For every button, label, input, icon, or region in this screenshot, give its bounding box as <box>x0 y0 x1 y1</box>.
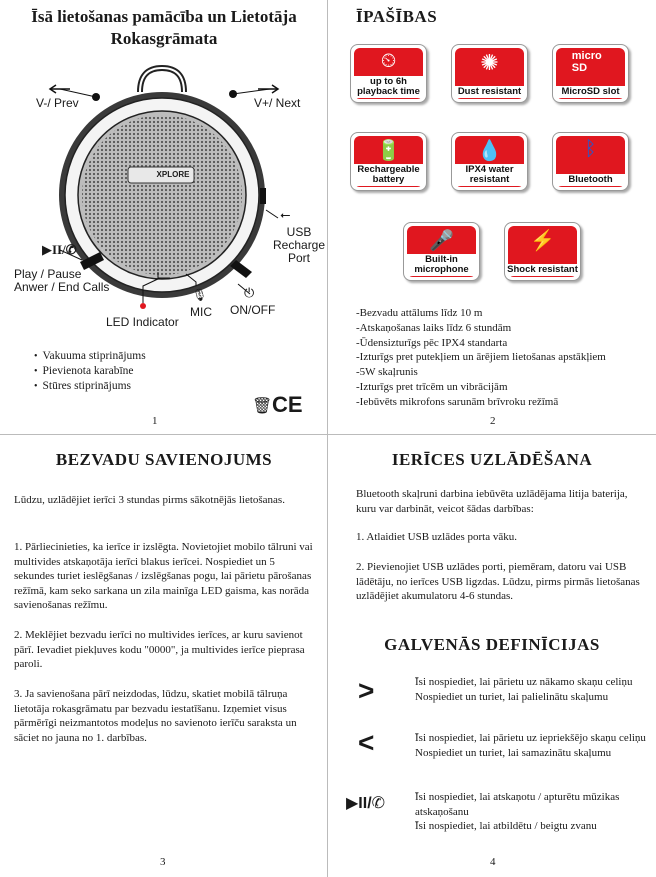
section-heading: IERĪCES UZLĀDĒŠANA <box>391 450 593 469</box>
paragraph: Lūdzu, uzlādējiet ierīci 3 stundas pirms sākotnējās lietošanas. <box>14 494 285 506</box>
water-drops-icon: 💧 <box>477 140 502 162</box>
paragraph: 2. Meklējiet bezvadu ierīci no multivides ierīces, ar kuru savienot pārī. Ievadiet piekļuves kodu "0000", ja multivides ierīce pieprasa paroli. <box>14 629 305 671</box>
bluetooth-icon: ᛒ <box>584 138 597 160</box>
definition-prev: Īsi nospiediet, lai pārietu uz iepriekšējo skaņu celiņu Nospiediet un turiet, lai samazinātu skaļumu <box>415 732 646 759</box>
brand-logo: XPLORE <box>156 170 190 179</box>
list-item: -Ūdensizturīgs pēc IPX4 standarta <box>356 336 508 349</box>
paragraph: 2. Pievienojiet USB uzlādes porti, piemēram, datoru vai USB lādētāju, no ierīces USB ligzdas. Lūdzu, pirms pirmās lietošanas uzlādējiet akumulatoru 4-6 stundas. <box>356 561 640 603</box>
page-number: 3 <box>160 856 166 868</box>
list-item: • Pievienota karabīne <box>34 364 146 379</box>
ce-mark: CE <box>272 392 303 417</box>
section-heading: GALVENĀS DEFINĪCIJAS <box>384 635 600 654</box>
clock-icon: ⏲ <box>380 50 397 72</box>
microsd-icon: micro SD <box>571 50 602 74</box>
paragraph: 1. Pārliecinieties, ka ierīce ir izslēgta. Novietojiet mobilo tālruni vai multivides atskaņotāja ierīci blakus ierīcei. Nospiediet un 5 sekundes turiet ieslēgšanas / izslēgšanas pogu, lai pārietu pārošanas režīmā, kam seko sarkana un zila mainīga LED gaisma, kas norāda savienošanas režīmu. <box>14 541 313 612</box>
label-onoff: ON/OFF <box>230 303 276 317</box>
battery-icon: 🔋 <box>376 140 401 162</box>
page-number: 2 <box>490 415 496 427</box>
label-mic: MIC <box>190 305 212 319</box>
list-item: • Stūres stiprinājums <box>34 379 146 394</box>
definition-play: Īsi nospiediet, lai atskaņotu / apturētu mūzikas atskaņošanu Īsi nospiediet, lai atbildētu / beigtu zvanu <box>415 791 620 833</box>
label-prev: V-/ Prev <box>36 96 79 110</box>
power-icon: ⏻ <box>244 285 255 300</box>
feature-microphone: 🎤 Built-in microphone <box>403 222 480 281</box>
play-pause-call-icon: ▶II/✆ <box>346 795 386 812</box>
list-item: -Bezvadu attālums līdz 10 m <box>356 307 483 319</box>
paragraph: 3. Ja savienošana pārī neizdodas, lūdzu, skatiet mobilā tālruņa lietotāja rokasgrāmatu par bezvadu iestatīšanu. Izņemiet visus pārmērīgi neizmantotos modeļus no savienoto ierīču saraksta un sāciet no jauna no 1. darbības. <box>14 688 297 744</box>
play-pause-call-icon: ▶II/✆ <box>42 242 77 257</box>
section-heading: BEZVADU SAVIENOJUMS <box>55 450 273 469</box>
page-number: 4 <box>490 856 496 868</box>
feature-water: 💧 IPX4 water resistant <box>451 132 528 191</box>
feature-shock: ⚡ Shock resistant <box>504 222 581 281</box>
list-item: • Vakuuma stiprinājums <box>34 349 146 364</box>
label-led: LED Indicator <box>106 315 179 329</box>
feature-microsd: micro SD MicroSD slot <box>552 44 629 103</box>
list-item: -Atskaņošanas laiks līdz 6 stundām <box>356 321 512 334</box>
feature-dust: ✺ Dust resistant <box>451 44 528 103</box>
page-number: 1 <box>152 415 158 427</box>
microphone-icon: 🎤 <box>429 230 454 252</box>
section-heading: ĪPAŠĪBAS <box>356 7 438 26</box>
list-item: -5W skaļrunis <box>356 366 418 379</box>
feature-playback: ⏲ up to 6h playback time <box>350 44 427 103</box>
chevron-right-icon: > <box>358 675 375 706</box>
list-item: -Izturīgs pret trīcēm un vibrācijām <box>356 380 508 393</box>
accessory-list <box>34 349 146 394</box>
usb-icon: ⭠ <box>280 207 291 222</box>
label-usb: USB Recharge Port <box>273 225 326 265</box>
horizontal-divider <box>0 434 656 435</box>
shock-icon: ⚡ <box>530 230 555 252</box>
feature-bluetooth: ᛒ Bluetooth <box>552 132 629 191</box>
page-1-title: Īsā lietošanas pamācība un Lietotāja Rokasgrāmata <box>31 7 297 48</box>
paragraph: Bluetooth skaļruni darbina iebūvēta uzlādējama litija baterija, kuru var darbināt, veicot šādas darbības: <box>356 488 628 515</box>
paragraph: 1. Atlaidiet USB uzlādes porta vāku. <box>356 531 517 543</box>
properties-list <box>356 306 606 410</box>
list-item: -Iebūvēts mikrofons sarunām brīvroku režīmā <box>356 395 559 408</box>
dust-icon: ✺ <box>480 50 499 75</box>
list-item: -Izturīgs pret putekļiem un ārējiem lietošanas apstākļiem <box>356 351 606 364</box>
feature-battery: 🔋 Rechargeable battery <box>350 132 427 191</box>
weee-bin-icon: 🗑 <box>252 398 273 415</box>
label-next: V+/ Next <box>254 96 301 110</box>
label-play: Play / Pause Anwer / End Calls <box>14 267 110 294</box>
chevron-left-icon: < <box>358 727 375 758</box>
mic-icon: 🎙 <box>192 288 208 302</box>
definition-next: Īsi nospiediet, lai pārietu uz nākamo skaņu celiņu Nospiediet un turiet, lai palielinātu skaļumu <box>415 676 633 703</box>
